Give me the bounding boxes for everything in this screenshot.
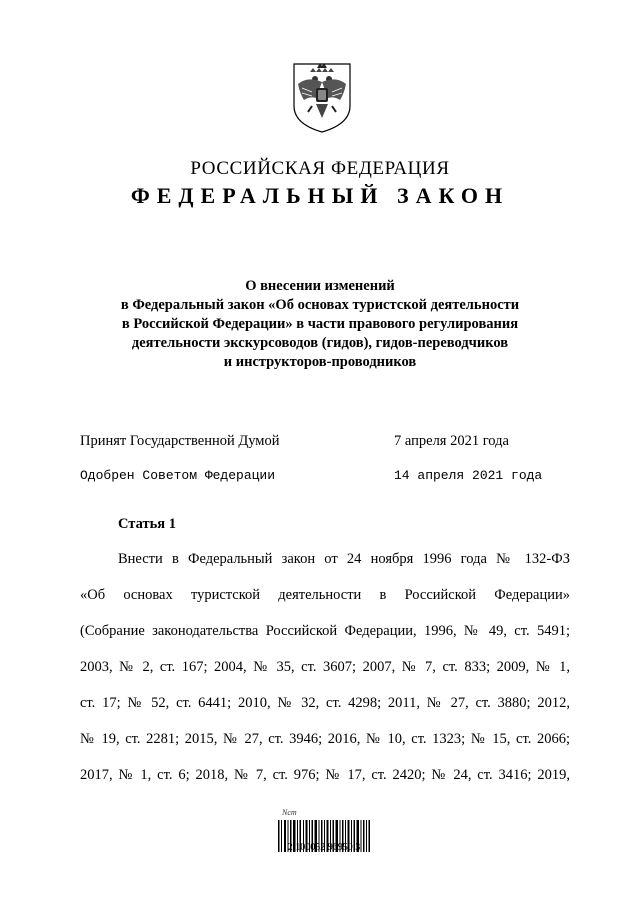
- country-name: РОССИЙСКАЯ ФЕДЕРАЦИЯ: [190, 158, 450, 179]
- law-title: [60, 277, 580, 372]
- adopted-date: 7 апреля 2021 года: [394, 433, 509, 449]
- article-line: № 19, ст. 2281; 2015, № 27, ст. 3946; 2016, № 10, ст. 1323; № 15, ст. 2066;: [80, 731, 570, 747]
- barcode-number: 2 100052 96950 3: [287, 842, 361, 853]
- approved-label: Одобрен Советом Федерации: [80, 468, 276, 483]
- article-line: (Собрание законодательства Российской Федерации, 1996, № 49, ст. 5491;: [80, 623, 570, 639]
- article-line: ст. 17; № 52, ст. 6441; 2010, № 32, ст. 4298; 2011, № 27, ст. 3880; 2012,: [80, 695, 570, 711]
- article-line: «Об основах туристской деятельности в Российской Федерации»: [80, 587, 570, 603]
- approved-date: 14 апреля 2021 года: [394, 468, 543, 483]
- article-heading: Статья 1: [118, 516, 176, 532]
- coat-of-arms-icon: [290, 60, 354, 134]
- law-title-line: в Федеральный закон «Об основах туристской деятельности: [120, 297, 520, 313]
- article-body: [80, 549, 570, 801]
- law-title-line: О внесении изменений: [245, 278, 395, 294]
- article-line: 2017, № 1, ст. 6; 2018, № 7, ст. 976; № 17, ст. 2420; № 24, ст. 3416; 2019,: [80, 767, 570, 783]
- article-line: Внести в Федеральный закон от 24 ноября 1996 года № 132-ФЗ: [118, 551, 570, 567]
- law-title-line: и инструкторов-проводников: [223, 354, 417, 370]
- adopted-label: Принят Государственной Думой: [80, 433, 280, 449]
- article-line: 2003, № 2, ст. 167; 2004, № 35, ст. 3607; 2007, № 7, ст. 833; 2009, № 1,: [80, 659, 570, 675]
- document-type: ФЕДЕРАЛЬНЫЙ ЗАКОН: [130, 183, 510, 208]
- law-title-line: в Российской Федерации» в части правового регулирования: [121, 316, 519, 332]
- barcode-mark: Nсm: [282, 808, 297, 817]
- law-title-line: деятельности экскурсоводов (гидов), гидов-переводчиков: [131, 335, 509, 351]
